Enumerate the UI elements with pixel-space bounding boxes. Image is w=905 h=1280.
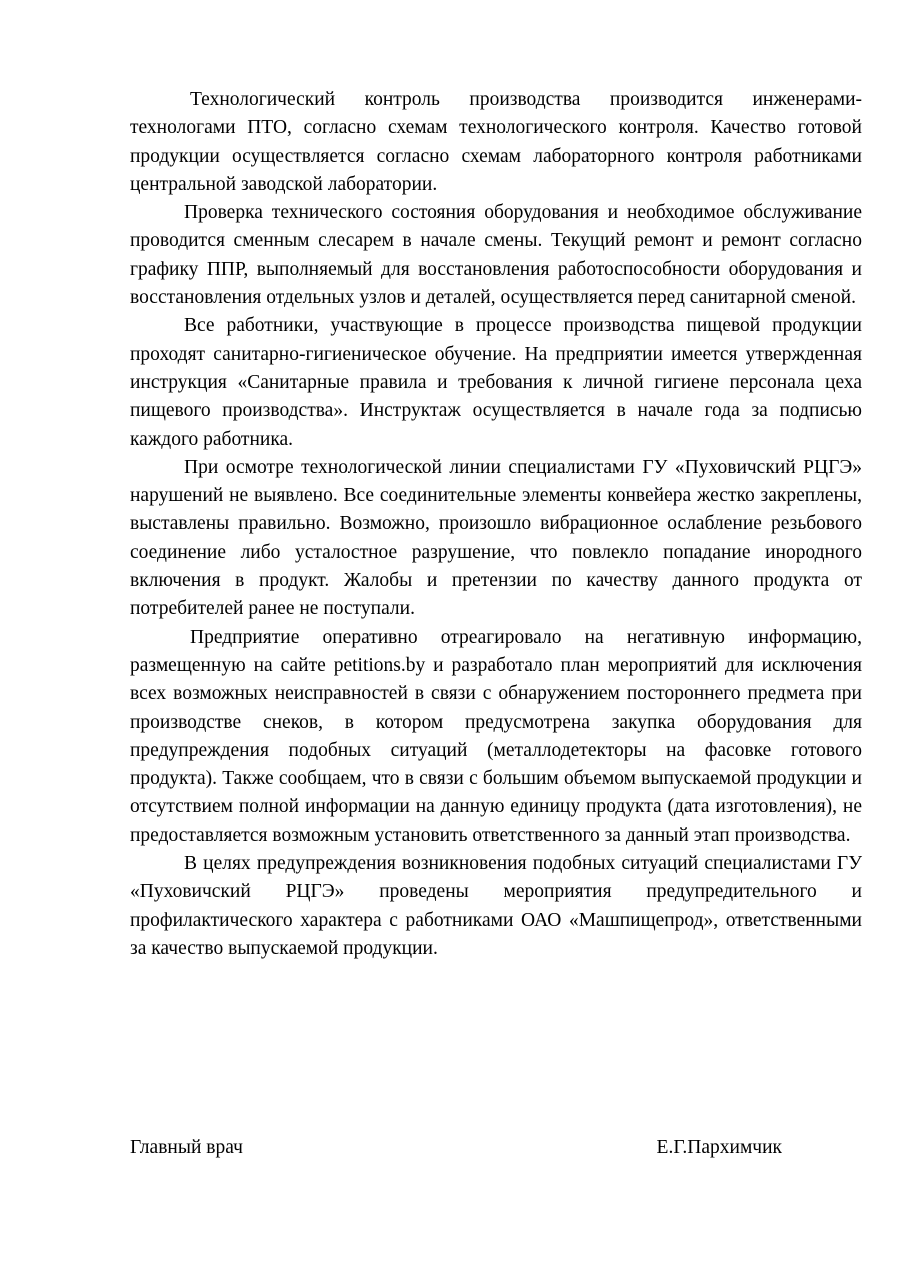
paragraph-equipment-maintenance: Проверка технического состояния оборудования и необходимое обслуживание проводится сменным слесарем в начале смены. Текущий ремонт и ремонт согласно графику ППР, выполняемый для восстановления работоспособности оборудования и восстановления отдельных узлов и деталей, осуществляется перед санитарной сменой. <box>130 202 862 309</box>
paragraph-inspection-results: При осмотре технологической линии специалистами ГУ «Пуховичский РЦГЭ» нарушений не выявлено. Все соединительные элементы конвейера жестко закреплены, выставлены правильно. Возможно, произошло вибрационное ослабление резьбового соединение либо усталостное разрушение, что повлекло попадание инородного включения в продукт. Жалобы и претензии по качеству данного продукта от потребителей ранее не поступали. <box>130 456 862 620</box>
paragraph-sanitary-training: Все работники, участвующие в процессе производства пищевой продукции проходят санитарно-гигиеническое обучение. На предприятии имеется утвержденная инструкция «Санитарные правила и требования к личной гигиене персонала цеха пищевого производства». Инструктаж осуществляется в начале года за подписью каждого работника. <box>130 315 862 450</box>
paragraph-response-measures: Предприятие оперативно отреагировало на негативную информацию, размещенную на сайте petitions.by и разработало план мероприятий для исключения всех возможных неисправностей в связи с обнаружением постороннего предмета при производстве снеков, в котором предусмотрена закупка оборудования для предупреждения подобных ситуаций (металлодетекторы на фасовке готового продукта). Также сообщаем, что в связи с большим объемом выпускаемой продукции и отсутствием полной информации на данную единицу продукта (дата изготовления), не предоставляется возможным установить ответственного за данный этап производства. <box>130 626 862 846</box>
signature-block <box>130 1134 782 1162</box>
paragraph-technological-control: Технологический контроль производства производится инженерами-технологами ПТО, согласно схемам технологического контроля. Качество готовой продукции осуществляется согласно схемам лабораторного контроля работниками центральной заводской лаборатории. <box>130 89 862 195</box>
paragraph-preventive-measures: В целях предупреждения возникновения подобных ситуаций специалистами ГУ «Пуховичский РЦГЭ» проведены мероприятия предупредительного и профилактического характера с работниками ОАО «Машпищепрод», ответственными за качество выпускаемой продукции. <box>130 853 862 959</box>
document-body <box>130 86 862 963</box>
signatory-position: Главный врач <box>130 1137 243 1158</box>
signatory-name: Е.Г.Пархимчик <box>656 1137 782 1158</box>
